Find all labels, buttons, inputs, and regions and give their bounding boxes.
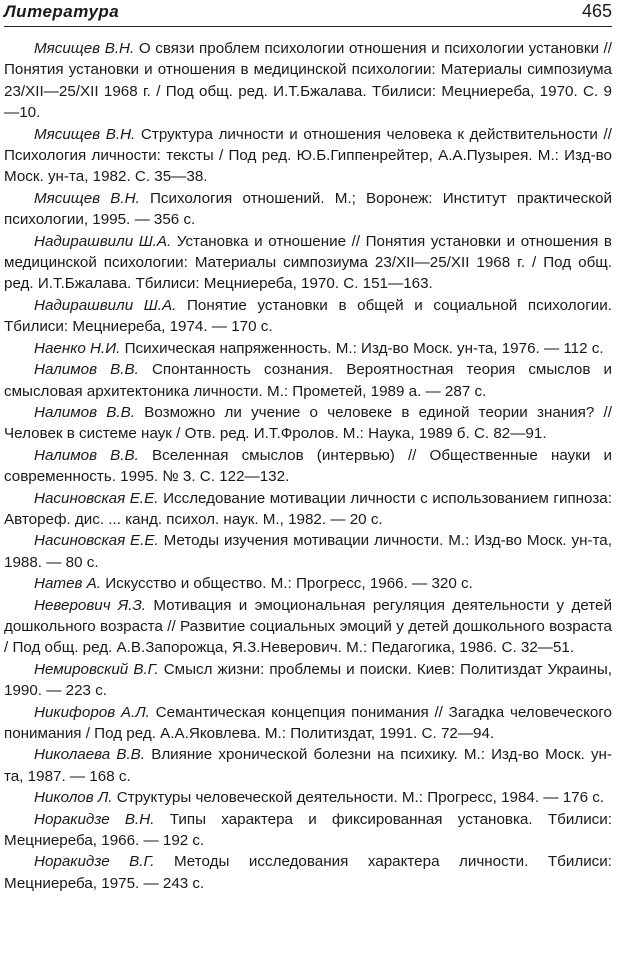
reference-entry <box>4 595 612 659</box>
reference-entry <box>4 124 612 188</box>
reference-author: Никифоров А.Л. <box>34 703 150 721</box>
reference-list <box>4 38 612 894</box>
reference-author: Норакидзе В.Г. <box>34 853 155 871</box>
reference-author: Надирашвили Ш.А. <box>34 232 172 250</box>
reference-text: Возможно ли учение о человеке в единой теории знания? // Человек в системе наук / Отв. ред. И.Т.Фролов. М.: Наука, 1989 б. С. 82—91. <box>4 403 612 443</box>
reference-entry <box>4 573 612 594</box>
reference-entry <box>4 809 612 852</box>
reference-author: Насиновская Е.Е. <box>34 489 159 507</box>
reference-text: О связи проблем психологии отношения и психологии установки // Понятия установки и отношения в медицинской психологии: Материалы симпозиума 23/XII—25/XII 1968 г. / Под общ. ред. И.Т.Бжалава. Тбилиси: Мецниереба, 1970. С. 9—10. <box>4 40 612 122</box>
reference-author: Налимов В.В. <box>34 446 139 464</box>
reference-entry <box>4 744 612 787</box>
reference-author: Мясищев В.Н. <box>34 189 140 207</box>
reference-entry <box>4 659 612 702</box>
reference-author: Николов Л. <box>34 789 113 807</box>
reference-author: Норакидзе В.Н. <box>34 810 155 828</box>
reference-author: Наенко Н.И. <box>34 339 121 357</box>
reference-text: Вселенная смыслов (интервью) // Общественные науки и современность. 1995. № 3. С. 122—132. <box>4 446 612 486</box>
reference-text: Психическая напряженность. М.: Изд-во Моск. ун-та, 1976. — 112 с. <box>124 339 604 357</box>
running-header <box>4 0 612 27</box>
reference-author: Неверович Я.З. <box>34 596 147 614</box>
reference-text: Методы изучения мотивации личности. М.: Изд-во Моск. ун-та, 1988. — 80 с. <box>4 532 612 571</box>
page-number: 465 <box>581 1 612 21</box>
reference-text: Семантическая концепция понимания // Загадка человеческого понимания / Под ред. А.А.Яковлева. М.: Политиздат, 1991. С. 72—94. <box>4 703 612 742</box>
reference-entry <box>4 338 612 359</box>
reference-entry <box>4 445 612 488</box>
reference-author: Николаева В.В. <box>34 746 146 764</box>
reference-entry <box>4 787 612 808</box>
reference-entry <box>4 402 612 445</box>
reference-text: Исследование мотивации личности с использованием гипноза: Автореф. дис. ... канд. психол. наук. М., 1982. — 20 с. <box>4 489 612 528</box>
reference-author: Немировский В.Г. <box>34 660 159 678</box>
reference-text: Структура личности и отношения человека к действительности // Психология личности: тексты / Под ред. Ю.Б.Гиппенрейтер, А.А.Пузырея. М.: Изд-во Моск. ун-та, 1982. С. 35—38. <box>4 125 612 186</box>
reference-text: Структуры человеческой деятельности. М.: Прогресс, 1984. — 176 с. <box>116 789 605 807</box>
reference-author: Мясищев В.Н. <box>34 40 135 57</box>
reference-text: Установка и отношение // Понятия установки и отношения в медицинской психологии: Материалы симпозиума 23/XII—25/XII 1968 г. / Под общ. ред. И.Т.Бжалава. Тбилиси: Мецниереба, 1970. С. 151—163. <box>4 232 612 293</box>
reference-text: Мотивация и эмоциональная регуляция деятельности у детей дошкольного возраста // Развитие социальных эмоций у детей дошкольного возраста / Под общ. ред. А.В.Запорожца, Я.З.Неверович. М.: Педагогика, 1986. С. 32—51. <box>4 596 612 657</box>
reference-text: Спонтанность сознания. Вероятностная теория смыслов и смысловая архитектоника личности. М.: Прометей, 1989 а. — 287 с. <box>4 361 612 400</box>
reference-text: Типы характера и фиксированная установка. Тбилиси: Мецниереба, 1966. — 192 с. <box>4 810 612 850</box>
reference-author: Надирашвили Ш.А. <box>34 296 177 314</box>
reference-author: Насиновская Е.Е. <box>34 532 159 550</box>
reference-author: Налимов В.В. <box>34 403 135 421</box>
reference-text: Влияние хронической болезни на психику. М.: Изд-во Моск. ун-та, 1987. — 168 с. <box>4 746 612 785</box>
reference-author: Натев А. <box>34 575 102 593</box>
reference-text: Понятие установки в общей и социальной психологии. Тбилиси: Мецниереба, 1974. — 170 с. <box>4 296 612 336</box>
reference-entry <box>4 530 612 573</box>
reference-entry <box>4 359 612 402</box>
reference-author: Налимов В.В. <box>34 361 139 379</box>
reference-author: Мясищев В.Н. <box>34 125 136 143</box>
reference-text: Методы исследования характера личности. Тбилиси: Мецниереба, 1975. — 243 с. <box>4 853 612 892</box>
reference-entry <box>4 38 612 124</box>
reference-entry <box>4 488 612 531</box>
reference-entry <box>4 295 612 338</box>
reference-text: Психология отношений. М.; Воронеж: Институт практической психологии, 1995. — 356 с. <box>4 189 612 229</box>
running-title: Литература <box>4 2 120 21</box>
reference-entry <box>4 851 612 894</box>
reference-text: Смысл жизни: проблемы и поиски. Киев: Политиздат Украины, 1990. — 223 с. <box>4 660 612 700</box>
reference-text: Искусство и общество. М.: Прогресс, 1966. — 320 с. <box>105 575 473 593</box>
reference-entry <box>4 188 612 231</box>
reference-entry <box>4 702 612 745</box>
reference-entry <box>4 231 612 295</box>
